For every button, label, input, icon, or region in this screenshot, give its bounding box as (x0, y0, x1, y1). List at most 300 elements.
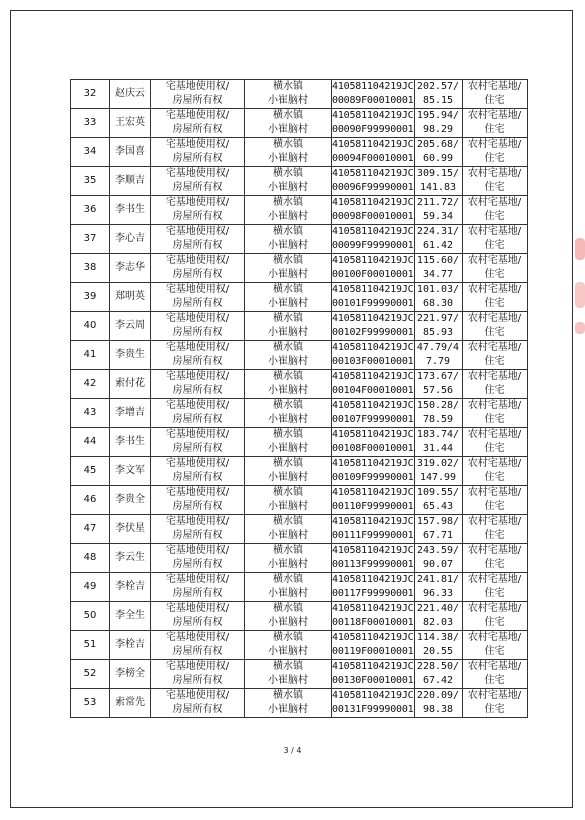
cell-location-line: 横水镇 (273, 139, 303, 150)
cell-right-type (151, 428, 245, 457)
cell-owner-name: 李伏星 (110, 515, 151, 544)
cell-right-type-line: 房屋所有权 (172, 501, 223, 512)
cell-right-type-line: 宅基地使用权/ (165, 661, 230, 672)
cell-land-use-line: 住宅 (484, 269, 505, 280)
cell-right-type-line: 宅基地使用权/ (165, 197, 230, 208)
cell-unit-code-line: 410581104219JC (332, 81, 414, 92)
cell-area-line: 157.98/ (416, 516, 460, 527)
cell-land-use-line: 住宅 (484, 646, 505, 657)
cell-right-type-line: 房屋所有权 (172, 182, 223, 193)
cell-right-type-line: 房屋所有权 (172, 472, 223, 483)
cell-land-use-line: 住宅 (484, 240, 505, 251)
cell-location (245, 457, 332, 486)
cell-right-type (151, 80, 245, 109)
cell-area-line: 65.43 (422, 501, 454, 512)
cell-unit-code-line: 410581104219JC (332, 342, 414, 353)
cell-land-use-line: 农村宅基地/ (467, 284, 522, 295)
cell-right-type (151, 631, 245, 660)
cell-location-line: 横水镇 (273, 429, 303, 440)
cell-owner-name: 李书生 (110, 196, 151, 225)
cell-area-line: 319.02/ (416, 458, 460, 469)
cell-location-line: 横水镇 (273, 400, 303, 411)
table-row (71, 399, 528, 428)
cell-right-type-line: 宅基地使用权/ (165, 458, 230, 469)
cell-land-use-line: 住宅 (484, 414, 505, 425)
cell-owner-name: 索常先 (110, 689, 151, 718)
cell-area-line: 241.81/ (416, 574, 460, 585)
cell-number: 33 (71, 109, 110, 138)
cell-owner-name: 赵庆云 (110, 80, 151, 109)
cell-location (245, 689, 332, 718)
cell-right-type-line: 宅基地使用权/ (165, 168, 230, 179)
cell-unit-code-line: 00109F99990001 (332, 472, 414, 483)
cell-area (414, 254, 462, 283)
cell-area-line: 114.38/ (416, 632, 460, 643)
cell-area-line: 224.31/ (416, 226, 460, 237)
cell-unit-code (332, 660, 415, 689)
cell-land-use-line: 住宅 (484, 182, 505, 193)
cell-right-type-line: 房屋所有权 (172, 240, 223, 251)
table-row (71, 602, 528, 631)
cell-area (414, 428, 462, 457)
cell-location-line: 横水镇 (273, 342, 303, 353)
cell-area-line: 101.03/ (416, 284, 460, 295)
table-body (71, 80, 528, 718)
cell-unit-code-line: 00118F00010001 (332, 617, 414, 628)
cell-right-type-line: 房屋所有权 (172, 617, 223, 628)
cell-land-use (462, 312, 527, 341)
cell-location (245, 544, 332, 573)
cell-land-use-line: 住宅 (484, 153, 505, 164)
cell-right-type (151, 515, 245, 544)
cell-right-type-line: 宅基地使用权/ (165, 545, 230, 556)
cell-location-line: 小崔脑村 (268, 559, 308, 570)
cell-location (245, 573, 332, 602)
cell-number: 35 (71, 167, 110, 196)
cell-location (245, 341, 332, 370)
table-row (71, 196, 528, 225)
cell-right-type (151, 370, 245, 399)
cell-location-line: 小崔脑村 (268, 124, 308, 135)
cell-location-line: 小崔脑村 (268, 501, 308, 512)
table-row (71, 370, 528, 399)
cell-land-use-line: 农村宅基地/ (467, 168, 522, 179)
cell-right-type (151, 196, 245, 225)
cell-location-line: 小崔脑村 (268, 617, 308, 628)
cell-land-use-line: 农村宅基地/ (467, 226, 522, 237)
cell-land-use (462, 660, 527, 689)
cell-right-type (151, 225, 245, 254)
cell-land-use-line: 住宅 (484, 95, 505, 106)
cell-right-type-line: 房屋所有权 (172, 95, 223, 106)
cell-right-type (151, 312, 245, 341)
cell-unit-code (332, 428, 415, 457)
cell-number: 36 (71, 196, 110, 225)
table-row (71, 138, 528, 167)
cell-unit-code (332, 631, 415, 660)
cell-area-line: 31.44 (422, 443, 454, 454)
cell-location-line: 横水镇 (273, 545, 303, 556)
cell-area-line: 205.68/ (416, 139, 460, 150)
cell-area-line: 221.97/ (416, 313, 460, 324)
cell-number: 53 (71, 689, 110, 718)
cell-area-line: 309.15/ (416, 168, 460, 179)
cell-area (414, 109, 462, 138)
cell-area-line: 147.99 (419, 472, 457, 483)
cell-unit-code-line: 00117F99990001 (332, 588, 414, 599)
cell-right-type (151, 689, 245, 718)
cell-unit-code (332, 515, 415, 544)
cell-owner-name: 李栓吉 (110, 573, 151, 602)
table-row (71, 486, 528, 515)
cell-number: 51 (71, 631, 110, 660)
cell-location-line: 横水镇 (273, 313, 303, 324)
cell-land-use-line: 住宅 (484, 530, 505, 541)
cell-area-line: 98.38 (422, 704, 454, 715)
cell-land-use-line: 住宅 (484, 559, 505, 570)
cell-unit-code-line: 00096F99990001 (332, 182, 414, 193)
cell-land-use (462, 428, 527, 457)
cell-owner-name: 郑明英 (110, 283, 151, 312)
cell-land-use (462, 631, 527, 660)
cell-right-type-line: 宅基地使用权/ (165, 574, 230, 585)
cell-area (414, 602, 462, 631)
cell-location (245, 80, 332, 109)
cell-area-line: 85.15 (422, 95, 454, 106)
cell-right-type-line: 宅基地使用权/ (165, 226, 230, 237)
cell-number: 37 (71, 225, 110, 254)
cell-number: 45 (71, 457, 110, 486)
cell-area-line: 20.55 (422, 646, 454, 657)
seal-fragment-1 (575, 238, 585, 260)
cell-location (245, 254, 332, 283)
cell-land-use (462, 602, 527, 631)
cell-right-type-line: 宅基地使用权/ (165, 632, 230, 643)
cell-land-use-line: 住宅 (484, 443, 505, 454)
cell-owner-name: 李增吉 (110, 399, 151, 428)
cell-unit-code (332, 312, 415, 341)
cell-area-line: 115.60/ (416, 255, 460, 266)
cell-location-line: 小崔脑村 (268, 182, 308, 193)
cell-area-line: 109.55/ (416, 487, 460, 498)
cell-land-use (462, 544, 527, 573)
cell-land-use-line: 农村宅基地/ (467, 487, 522, 498)
cell-unit-code-line: 410581104219JC (332, 487, 414, 498)
cell-location-line: 横水镇 (273, 661, 303, 672)
cell-right-type-line: 房屋所有权 (172, 153, 223, 164)
cell-unit-code-line: 410581104219JC (332, 661, 414, 672)
cell-location-line: 小崔脑村 (268, 240, 308, 251)
cell-number: 44 (71, 428, 110, 457)
cell-area-line: 61.42 (422, 240, 454, 251)
cell-unit-code-line: 00107F99990001 (332, 414, 414, 425)
cell-area (414, 225, 462, 254)
cell-location-line: 横水镇 (273, 690, 303, 701)
cell-location-line: 小崔脑村 (268, 414, 308, 425)
cell-right-type (151, 457, 245, 486)
cell-land-use-line: 农村宅基地/ (467, 371, 522, 382)
cell-unit-code-line: 00098F00010001 (332, 211, 414, 222)
cell-right-type (151, 138, 245, 167)
cell-unit-code-line: 410581104219JC (332, 632, 414, 643)
cell-location (245, 602, 332, 631)
cell-area (414, 283, 462, 312)
cell-owner-name: 李云生 (110, 544, 151, 573)
table-row (71, 109, 528, 138)
cell-location (245, 399, 332, 428)
cell-unit-code-line: 410581104219JC (332, 313, 414, 324)
cell-area-line: 67.42 (422, 675, 454, 686)
cell-unit-code-line: 410581104219JC (332, 371, 414, 382)
table-row (71, 660, 528, 689)
cell-right-type-line: 宅基地使用权/ (165, 255, 230, 266)
table-row (71, 544, 528, 573)
cell-area-line: 173.67/ (416, 371, 460, 382)
cell-number: 52 (71, 660, 110, 689)
cell-unit-code (332, 399, 415, 428)
cell-unit-code (332, 457, 415, 486)
cell-area-line: 195.94/ (416, 110, 460, 121)
cell-area-line: 7.79 (425, 356, 451, 367)
cell-area-line: 228.50/ (416, 661, 460, 672)
cell-land-use-line: 农村宅基地/ (467, 197, 522, 208)
cell-area-line: 47.79/4 (416, 342, 460, 353)
cell-owner-name: 李书生 (110, 428, 151, 457)
cell-right-type (151, 283, 245, 312)
cell-unit-code-line: 410581104219JC (332, 690, 414, 701)
cell-area (414, 689, 462, 718)
cell-land-use-line: 农村宅基地/ (467, 342, 522, 353)
cell-land-use (462, 109, 527, 138)
cell-land-use (462, 80, 527, 109)
table-row (71, 341, 528, 370)
cell-right-type-line: 房屋所有权 (172, 356, 223, 367)
cell-land-use-line: 农村宅基地/ (467, 139, 522, 150)
cell-right-type-line: 房屋所有权 (172, 559, 223, 570)
cell-land-use (462, 573, 527, 602)
cell-right-type-line: 宅基地使用权/ (165, 603, 230, 614)
cell-owner-name: 李文军 (110, 457, 151, 486)
cell-unit-code-line: 410581104219JC (332, 139, 414, 150)
cell-land-use (462, 486, 527, 515)
cell-area (414, 631, 462, 660)
cell-land-use-line: 住宅 (484, 298, 505, 309)
cell-location-line: 小崔脑村 (268, 472, 308, 483)
cell-area-line: 90.07 (422, 559, 454, 570)
cell-land-use-line: 农村宅基地/ (467, 545, 522, 556)
cell-unit-code-line: 00099F99990001 (332, 240, 414, 251)
table-row (71, 254, 528, 283)
cell-land-use (462, 196, 527, 225)
cell-area (414, 370, 462, 399)
cell-land-use (462, 370, 527, 399)
cell-area-line: 67.71 (422, 530, 454, 541)
cell-area-line: 150.28/ (416, 400, 460, 411)
cell-right-type-line: 房屋所有权 (172, 530, 223, 541)
cell-unit-code-line: 410581104219JC (332, 110, 414, 121)
cell-area (414, 399, 462, 428)
cell-area-line: 60.99 (422, 153, 454, 164)
cell-location-line: 横水镇 (273, 81, 303, 92)
cell-unit-code-line: 410581104219JC (332, 458, 414, 469)
cell-right-type-line: 宅基地使用权/ (165, 400, 230, 411)
cell-unit-code-line: 00102F99990001 (332, 327, 414, 338)
cell-land-use (462, 457, 527, 486)
cell-land-use (462, 399, 527, 428)
cell-right-type (151, 573, 245, 602)
cell-right-type-line: 宅基地使用权/ (165, 110, 230, 121)
cell-land-use-line: 住宅 (484, 617, 505, 628)
cell-number: 43 (71, 399, 110, 428)
cell-right-type-line: 宅基地使用权/ (165, 516, 230, 527)
cell-unit-code-line: 00104F00010001 (332, 385, 414, 396)
cell-area (414, 457, 462, 486)
cell-area (414, 80, 462, 109)
cell-land-use-line: 农村宅基地/ (467, 603, 522, 614)
cell-land-use (462, 254, 527, 283)
cell-location-line: 小崔脑村 (268, 646, 308, 657)
cell-right-type-line: 房屋所有权 (172, 124, 223, 135)
cell-right-type-line: 宅基地使用权/ (165, 429, 230, 440)
cell-right-type (151, 109, 245, 138)
cell-unit-code-line: 00100F00010001 (332, 269, 414, 280)
cell-area-line: 68.30 (422, 298, 454, 309)
cell-unit-code (332, 341, 415, 370)
cell-right-type-line: 宅基地使用权/ (165, 284, 230, 295)
table-row (71, 515, 528, 544)
table-row (71, 283, 528, 312)
cell-unit-code-line: 410581104219JC (332, 284, 414, 295)
cell-land-use-line: 住宅 (484, 211, 505, 222)
registration-table (70, 79, 528, 718)
cell-unit-code-line: 00094F00010001 (332, 153, 414, 164)
cell-number: 41 (71, 341, 110, 370)
cell-right-type-line: 房屋所有权 (172, 385, 223, 396)
cell-owner-name: 李志华 (110, 254, 151, 283)
cell-unit-code (332, 370, 415, 399)
cell-number: 42 (71, 370, 110, 399)
cell-area (414, 573, 462, 602)
table-row (71, 225, 528, 254)
cell-area-line: 57.56 (422, 385, 454, 396)
cell-land-use-line: 农村宅基地/ (467, 516, 522, 527)
cell-number: 34 (71, 138, 110, 167)
cell-land-use-line: 农村宅基地/ (467, 400, 522, 411)
cell-land-use (462, 138, 527, 167)
cell-land-use-line: 农村宅基地/ (467, 632, 522, 643)
cell-land-use-line: 农村宅基地/ (467, 313, 522, 324)
cell-unit-code (332, 196, 415, 225)
cell-location-line: 横水镇 (273, 574, 303, 585)
table-row (71, 631, 528, 660)
cell-unit-code-line: 410581104219JC (332, 574, 414, 585)
cell-area (414, 515, 462, 544)
table-row (71, 689, 528, 718)
cell-owner-name: 李贵生 (110, 341, 151, 370)
cell-unit-code-line: 410581104219JC (332, 197, 414, 208)
cell-location (245, 196, 332, 225)
cell-location-line: 横水镇 (273, 516, 303, 527)
cell-land-use-line: 住宅 (484, 356, 505, 367)
cell-area-line: 221.40/ (416, 603, 460, 614)
cell-number: 40 (71, 312, 110, 341)
cell-location-line: 小崔脑村 (268, 530, 308, 541)
table-row (71, 312, 528, 341)
cell-number: 32 (71, 80, 110, 109)
table-row (71, 80, 528, 109)
cell-right-type-line: 房屋所有权 (172, 298, 223, 309)
cell-location-line: 横水镇 (273, 458, 303, 469)
cell-location-line: 横水镇 (273, 603, 303, 614)
cell-area-line: 59.34 (422, 211, 454, 222)
cell-area (414, 196, 462, 225)
cell-unit-code-line: 410581104219JC (332, 603, 414, 614)
seal-fragment-2 (575, 282, 585, 308)
cell-owner-name: 李国喜 (110, 138, 151, 167)
table-row (71, 457, 528, 486)
cell-location-line: 小崔脑村 (268, 327, 308, 338)
cell-owner-name: 李栓吉 (110, 631, 151, 660)
cell-location-line: 小崔脑村 (268, 95, 308, 106)
cell-unit-code-line: 410581104219JC (332, 226, 414, 237)
cell-unit-code (332, 109, 415, 138)
cell-land-use-line: 农村宅基地/ (467, 574, 522, 585)
cell-land-use-line: 住宅 (484, 704, 505, 715)
cell-area-line: 141.83 (419, 182, 457, 193)
cell-unit-code (332, 283, 415, 312)
cell-unit-code-line: 00089F00010001 (332, 95, 414, 106)
cell-right-type-line: 房屋所有权 (172, 327, 223, 338)
cell-location-line: 小崔脑村 (268, 211, 308, 222)
cell-right-type-line: 宅基地使用权/ (165, 371, 230, 382)
cell-land-use (462, 515, 527, 544)
cell-location (245, 428, 332, 457)
cell-right-type-line: 宅基地使用权/ (165, 81, 230, 92)
cell-right-type-line: 宅基地使用权/ (165, 313, 230, 324)
cell-location (245, 486, 332, 515)
cell-location (245, 167, 332, 196)
cell-location-line: 小崔脑村 (268, 588, 308, 599)
cell-owner-name: 李全生 (110, 602, 151, 631)
cell-land-use-line: 农村宅基地/ (467, 81, 522, 92)
cell-unit-code (332, 573, 415, 602)
cell-unit-code (332, 544, 415, 573)
cell-location (245, 109, 332, 138)
cell-area (414, 167, 462, 196)
cell-land-use-line: 农村宅基地/ (467, 255, 522, 266)
cell-location (245, 225, 332, 254)
cell-location (245, 312, 332, 341)
cell-unit-code-line: 00131F99990001 (332, 704, 414, 715)
cell-location-line: 小崔脑村 (268, 269, 308, 280)
cell-land-use-line: 农村宅基地/ (467, 458, 522, 469)
cell-unit-code-line: 00110F99990001 (332, 501, 414, 512)
cell-land-use-line: 农村宅基地/ (467, 690, 522, 701)
cell-number: 46 (71, 486, 110, 515)
cell-location (245, 515, 332, 544)
cell-unit-code-line: 00101F99990001 (332, 298, 414, 309)
cell-owner-name: 李云周 (110, 312, 151, 341)
cell-location-line: 横水镇 (273, 371, 303, 382)
cell-unit-code-line: 410581104219JC (332, 255, 414, 266)
cell-unit-code (332, 254, 415, 283)
cell-unit-code-line: 410581104219JC (332, 545, 414, 556)
cell-owner-name: 李贵全 (110, 486, 151, 515)
cell-right-type-line: 房屋所有权 (172, 211, 223, 222)
cell-unit-code (332, 167, 415, 196)
cell-unit-code-line: 410581104219JC (332, 429, 414, 440)
cell-area (414, 486, 462, 515)
